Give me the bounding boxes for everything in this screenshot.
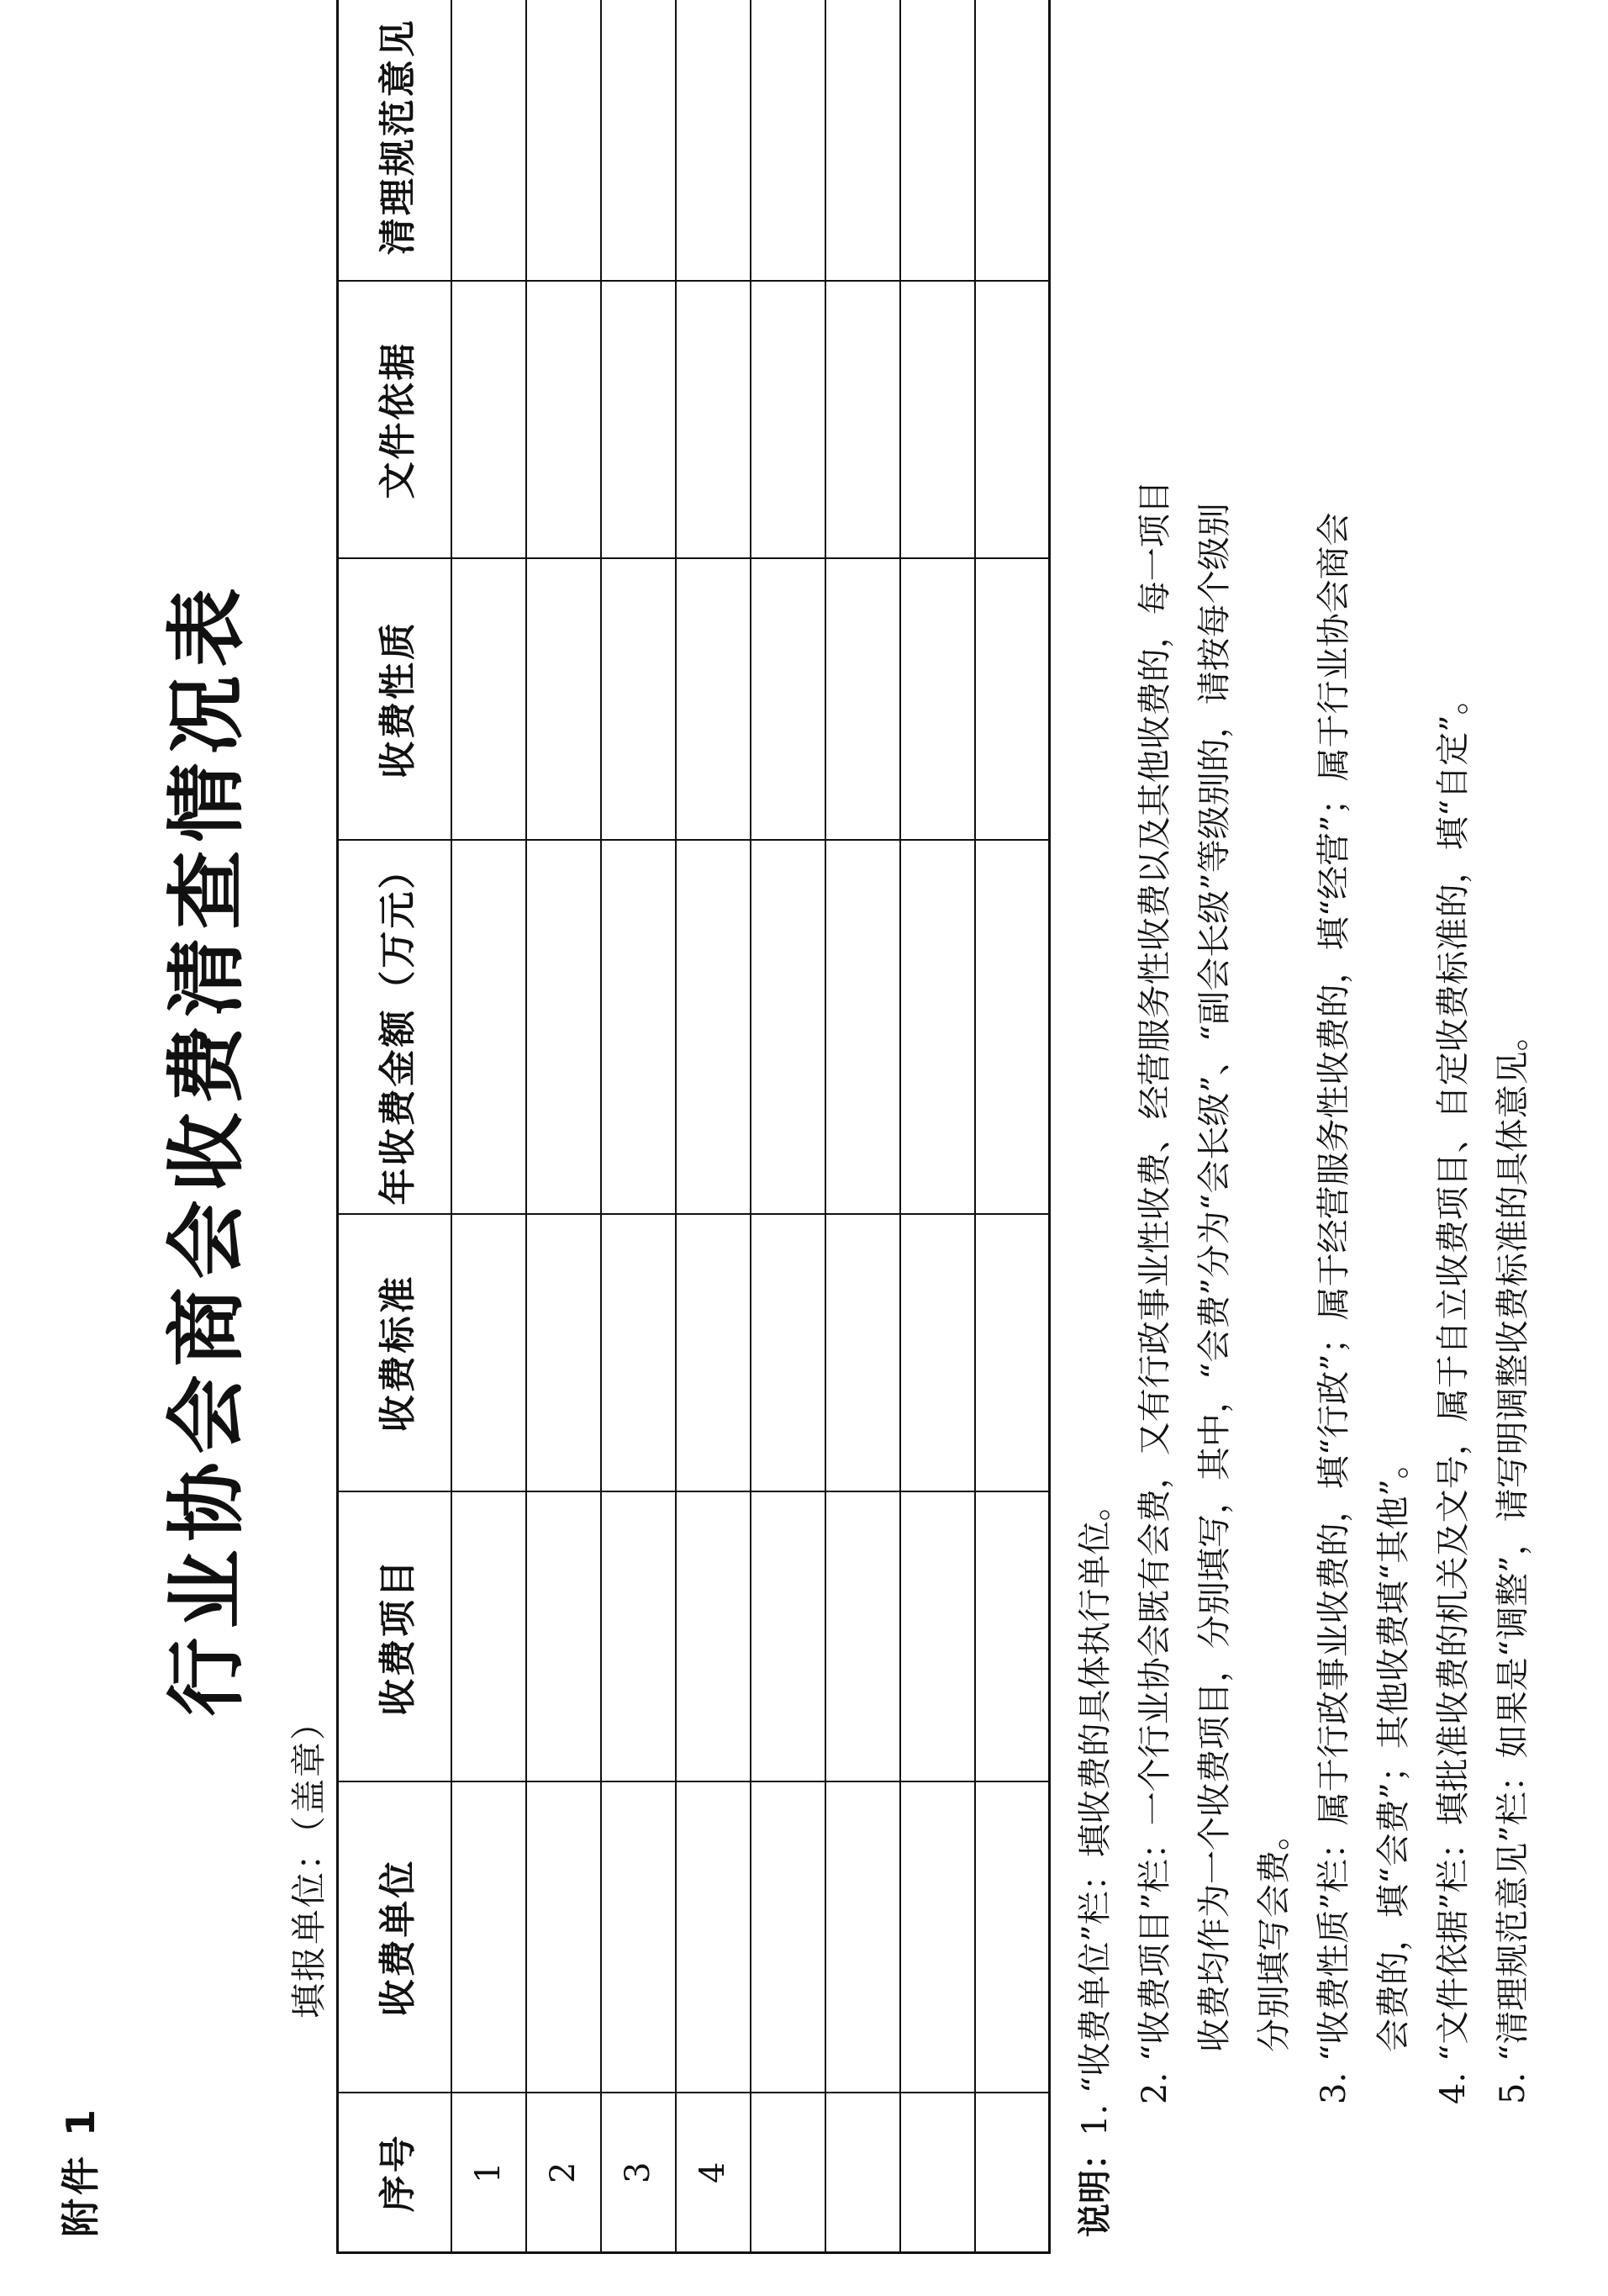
table-header-row <box>338 0 451 2253</box>
table-cell <box>601 0 676 282</box>
table-cell <box>825 282 900 559</box>
table-cell: 4 <box>676 2093 751 2253</box>
reporting-unit-label: 填报单位：（盖章） <box>288 1702 330 2019</box>
table-row <box>451 0 526 2253</box>
table-cell <box>975 1492 1050 1782</box>
table-cell <box>900 841 975 1215</box>
table-cell <box>825 2093 900 2253</box>
table-cell <box>975 1215 1050 1492</box>
table-cell <box>975 282 1050 559</box>
table-cell <box>676 841 751 1215</box>
table-cell <box>451 0 526 282</box>
note-number: 2. <box>1136 2072 1174 2104</box>
note-continuation: 会费的，填“会费”；其他收费填“其他”。 <box>1374 1445 1413 2052</box>
table-cell <box>526 282 601 559</box>
table-cell <box>751 1492 825 1782</box>
table-cell <box>825 1215 900 1492</box>
table-cell <box>601 282 676 559</box>
table-cell <box>676 559 751 841</box>
table-cell <box>526 1782 601 2093</box>
notes-section <box>1066 34 1543 2237</box>
table-cell: 3 <box>601 2093 676 2253</box>
column-header: 收费项目 <box>338 1492 451 1782</box>
table-cell <box>751 1215 825 1492</box>
table-cell <box>676 1492 751 1782</box>
table-row <box>526 0 601 2253</box>
note-text: “收费单位”栏：填收费的具体执行单位。 <box>1076 1487 1115 2094</box>
table-cell <box>451 282 526 559</box>
note-text: “收费项目”栏：一个行业协会既有会费，又有行政事业性收费、经营服务性收费以及其他收费的，每一项目 <box>1136 480 1174 2062</box>
table-cell <box>751 1782 825 2093</box>
table-cell <box>601 1492 676 1782</box>
table-cell <box>676 1782 751 2093</box>
table-cell <box>451 841 526 1215</box>
table-cell <box>825 841 900 1215</box>
table-cell: 2 <box>526 2093 601 2253</box>
table-cell <box>751 2093 825 2253</box>
table-row <box>825 0 900 2253</box>
fee-inventory-table <box>336 0 1051 2254</box>
table-cell <box>451 1782 526 2093</box>
note-item <box>1126 34 1185 2237</box>
table-cell <box>825 0 900 282</box>
table-row <box>676 0 751 2253</box>
column-header: 文件依据 <box>338 282 451 559</box>
table-cell <box>751 282 825 559</box>
note-item <box>1066 34 1126 2237</box>
table-cell <box>676 282 751 559</box>
table-cell <box>451 1492 526 1782</box>
table-cell <box>601 1782 676 2093</box>
table-row <box>900 0 975 2253</box>
note-number: 3. <box>1315 2072 1353 2104</box>
note-continuation: 收费均作为一个收费项目，分别填写，其中，“会费”分为“会长级”、“副会长级”等级别的，请按每个级别 <box>1195 503 1234 2052</box>
table-cell <box>451 559 526 841</box>
table-cell <box>900 1492 975 1782</box>
table-cell <box>526 841 601 1215</box>
table-row <box>601 0 676 2253</box>
table-cell <box>975 841 1050 1215</box>
note-item <box>1424 34 1484 2237</box>
table-cell <box>825 559 900 841</box>
note-number: 5. <box>1494 2072 1532 2104</box>
note-continuation: 分别填写会费。 <box>1255 1817 1294 2052</box>
table-cell <box>900 1215 975 1492</box>
table-cell <box>676 0 751 282</box>
table-cell <box>900 0 975 282</box>
table-cell <box>526 1492 601 1782</box>
table-cell <box>451 1215 526 1492</box>
column-header: 年收费金额（万元） <box>338 841 451 1215</box>
notes-label: 说明： <box>1076 2136 1115 2237</box>
table-cell <box>601 1215 676 1492</box>
table-cell <box>900 559 975 841</box>
table-cell <box>900 2093 975 2253</box>
note-text: “清理规范意见”栏：如果是“调整”，请写明调整收费标准的具体意见。 <box>1494 1017 1532 2062</box>
column-header: 收费单位 <box>338 1782 451 2093</box>
note-item <box>1484 34 1543 2237</box>
table-cell <box>676 1215 751 1492</box>
note-number: 4. <box>1434 2072 1473 2104</box>
table-body <box>451 0 1050 2253</box>
table-cell <box>900 282 975 559</box>
note-item <box>1305 34 1364 2237</box>
column-header: 收费标准 <box>338 1215 451 1492</box>
table-cell <box>975 2093 1050 2253</box>
table-cell <box>601 559 676 841</box>
note-text: “文件依据”栏：填批准收费的机关及文号，属于自立收费项目、自定收费标准的，填“自定”。 <box>1434 681 1473 2062</box>
table-cell <box>900 1782 975 2093</box>
note-number: 1. <box>1076 2103 1115 2136</box>
table-cell <box>975 1782 1050 2093</box>
table-cell <box>751 0 825 282</box>
column-header: 序号 <box>338 2093 451 2253</box>
column-header: 清理规范意见 <box>338 0 451 282</box>
table-cell <box>825 1492 900 1782</box>
table-cell <box>526 1215 601 1492</box>
table-row <box>975 0 1050 2253</box>
column-header: 收费性质 <box>338 559 451 841</box>
table-cell <box>526 559 601 841</box>
table-row <box>751 0 825 2253</box>
table-cell <box>825 1782 900 2093</box>
attachment-label: 附件 1 <box>58 2105 103 2237</box>
note-text: “收费性质”栏：属于行政事业收费的，填“行政”；属于经营服务性收费的，填“经营”；属于行业协会商会 <box>1315 512 1353 2062</box>
table-cell <box>526 0 601 282</box>
table-cell <box>601 841 676 1215</box>
table-cell: 1 <box>451 2093 526 2253</box>
table-cell <box>975 0 1050 282</box>
table-cell <box>751 559 825 841</box>
page-title: 行业协会商会收费清查情况表 <box>161 579 253 1717</box>
table-cell <box>975 559 1050 841</box>
table-cell <box>751 841 825 1215</box>
